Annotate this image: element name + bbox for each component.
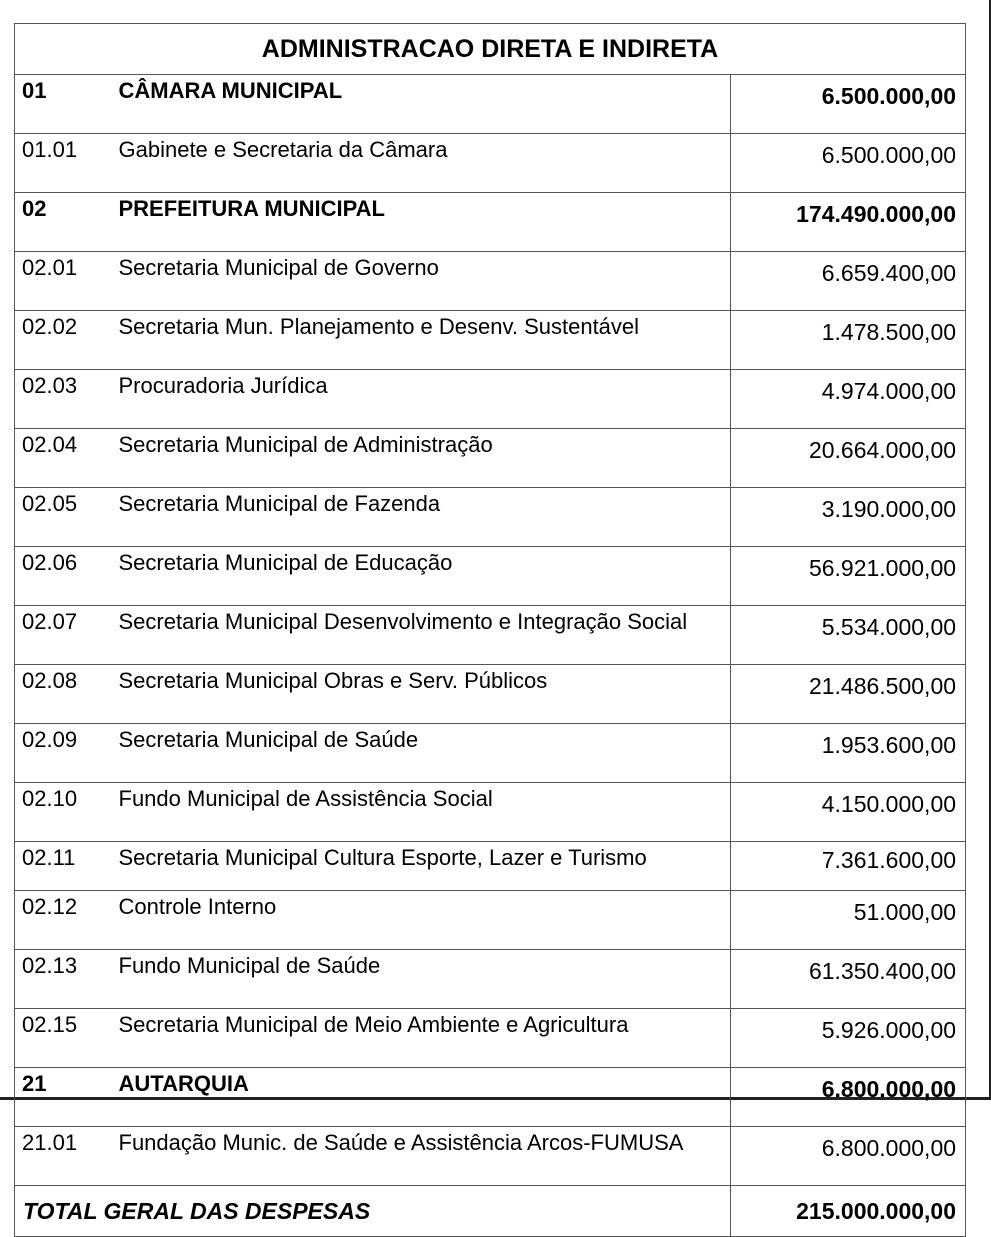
table-row: [15, 547, 966, 606]
row-name: AUTARQUIA: [111, 1068, 731, 1127]
table-title-row: [15, 24, 966, 75]
row-name: Gabinete e Secretaria da Câmara: [111, 134, 731, 193]
row-value: 3.190.000,00: [731, 488, 966, 547]
row-name: PREFEITURA MUNICIPAL: [111, 193, 731, 252]
row-name: Fundo Municipal de Assistência Social: [111, 783, 731, 842]
table-row: [15, 1009, 966, 1068]
row-name: Procuradoria Jurídica: [111, 370, 731, 429]
row-code: 21: [15, 1068, 111, 1127]
row-name: Secretaria Municipal Obras e Serv. Públicos: [111, 665, 731, 724]
table-row: [15, 252, 966, 311]
row-name: Secretaria Municipal Desenvolvimento e Integração Social: [111, 606, 731, 665]
row-value: 51.000,00: [731, 891, 966, 950]
table-row: [15, 950, 966, 1009]
row-code: 02.05: [15, 488, 111, 547]
row-value: 6.500.000,00: [731, 75, 966, 134]
row-name: Secretaria Municipal de Fazenda: [111, 488, 731, 547]
total-value: 215.000.000,00: [731, 1186, 966, 1237]
row-name: CÂMARA MUNICIPAL: [111, 75, 731, 134]
row-value: 7.361.600,00: [731, 842, 966, 891]
row-name: Secretaria Municipal de Saúde: [111, 724, 731, 783]
table-row: [15, 429, 966, 488]
table-row: [15, 606, 966, 665]
row-code: 02.03: [15, 370, 111, 429]
row-value: 6.800.000,00: [731, 1068, 966, 1127]
row-name: Controle Interno: [111, 891, 731, 950]
row-value: 21.486.500,00: [731, 665, 966, 724]
row-code: 02.15: [15, 1009, 111, 1068]
row-name: Secretaria Municipal de Administração: [111, 429, 731, 488]
row-name: Secretaria Municipal de Meio Ambiente e Agricultura: [111, 1009, 731, 1068]
row-value: 5.534.000,00: [731, 606, 966, 665]
row-code: 02.02: [15, 311, 111, 370]
row-value: 4.150.000,00: [731, 783, 966, 842]
row-value: 56.921.000,00: [731, 547, 966, 606]
row-value: 20.664.000,00: [731, 429, 966, 488]
table-row: [15, 134, 966, 193]
row-name: Secretaria Municipal de Educação: [111, 547, 731, 606]
total-label: TOTAL GERAL DAS DESPESAS: [15, 1186, 731, 1237]
row-code: 01.01: [15, 134, 111, 193]
row-code: 21.01: [15, 1127, 111, 1186]
row-name: Secretaria Municipal de Governo: [111, 252, 731, 311]
row-code: 02.09: [15, 724, 111, 783]
row-value: 174.490.000,00: [731, 193, 966, 252]
row-code: 02.07: [15, 606, 111, 665]
row-code: 02.13: [15, 950, 111, 1009]
row-value: 6.659.400,00: [731, 252, 966, 311]
row-code: 02: [15, 193, 111, 252]
table-row: [15, 370, 966, 429]
table-row: [15, 1068, 966, 1127]
table-row: [15, 665, 966, 724]
table-total-row: [15, 1186, 966, 1237]
table-row: [15, 783, 966, 842]
row-code: 02.11: [15, 842, 111, 891]
table-row: [15, 311, 966, 370]
table-row: [15, 1127, 966, 1186]
row-code: 02.08: [15, 665, 111, 724]
row-value: 1.478.500,00: [731, 311, 966, 370]
row-value: 4.974.000,00: [731, 370, 966, 429]
table-row: [15, 842, 966, 891]
table-row: [15, 724, 966, 783]
row-name: Secretaria Municipal Cultura Esporte, Lazer e Turismo: [111, 842, 731, 891]
row-name: Fundação Munic. de Saúde e Assistência Arcos-FUMUSA: [111, 1127, 731, 1186]
row-code: 02.04: [15, 429, 111, 488]
budget-table: [14, 23, 966, 1237]
row-name: Fundo Municipal de Saúde: [111, 950, 731, 1009]
table-row: [15, 891, 966, 950]
row-value: 6.800.000,00: [731, 1127, 966, 1186]
row-code: 02.06: [15, 547, 111, 606]
row-code: 02.10: [15, 783, 111, 842]
table-row: [15, 488, 966, 547]
row-code: 01: [15, 75, 111, 134]
table-row: [15, 75, 966, 134]
row-value: 5.926.000,00: [731, 1009, 966, 1068]
row-code: 02.12: [15, 891, 111, 950]
table-row: [15, 193, 966, 252]
row-value: 61.350.400,00: [731, 950, 966, 1009]
table-title: ADMINISTRACAO DIRETA E INDIRETA: [15, 24, 966, 75]
row-value: 6.500.000,00: [731, 134, 966, 193]
row-name: Secretaria Mun. Planejamento e Desenv. Sustentável: [111, 311, 731, 370]
budget-table-body: [15, 24, 966, 1237]
row-value: 1.953.600,00: [731, 724, 966, 783]
row-code: 02.01: [15, 252, 111, 311]
